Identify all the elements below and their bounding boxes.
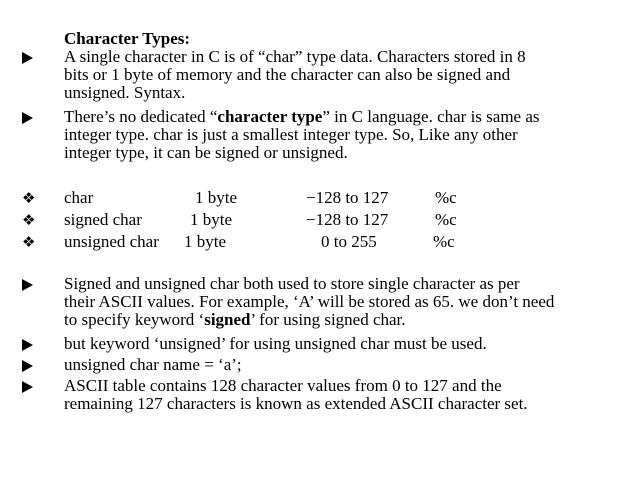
bullet-line: A single character in C is of “char” type data. Characters stored in 8 [64,47,526,66]
bullet-line: integer type, it can be signed or unsigned. [64,143,348,162]
type-row-char [22,189,622,209]
bullet-char-definition [22,48,622,102]
bullet-line: but keyword ‘unsigned’ for using unsigned char must be used. [64,334,487,353]
type-format: %c [433,232,455,251]
text-segment: There’s no dedicated “ [64,107,218,126]
bullet-text [64,275,622,329]
bullet-line: integer type. char is just a smallest integer type. So, Like any other [64,125,518,144]
text-segment: ” in C language. char is same as [322,107,540,126]
bullet-line: remaining 127 characters is known as extended ASCII character set. [64,394,528,413]
text-segment: ’ for using signed char. [250,310,406,329]
bullet-line [64,311,622,329]
bullet-line: unsigned char name = ‘a’; [64,355,242,374]
bullet-line [64,108,622,126]
arrow-bullet-icon [22,336,48,356]
type-format: %c [435,188,457,207]
bold-keyword: character type [217,107,323,126]
arrow-bullet-icon [22,276,48,296]
bullet-text [64,377,622,413]
diamond-bullet-icon: ❖ [22,189,36,207]
diamond-bullet-icon: ❖ [22,211,36,229]
type-size: 1 byte [190,210,233,229]
bullet-no-dedicated-type [22,108,622,162]
type-name: signed char [64,210,142,229]
type-row-signed-char [22,211,622,231]
bullet-example-declaration [22,356,622,374]
type-row-unsigned-char [22,233,622,253]
type-name: unsigned char [64,232,159,251]
text-segment: to specify keyword ‘ [64,310,205,329]
bullet-unsigned-keyword [22,335,622,353]
bullet-text [64,48,622,102]
bullet-line: bits or 1 byte of memory and the character can also be signed and [64,65,511,84]
arrow-bullet-icon [22,49,48,69]
bullet-ascii-table [22,377,622,413]
bullet-text [64,108,622,162]
diamond-bullet-icon: ❖ [22,233,36,251]
bullet-text [64,356,622,374]
bullet-line: their ASCII values. For example, ‘A’ will be stored as 65. we don’t need [64,292,555,311]
type-name: char [64,188,94,207]
bullet-line: unsigned. Syntax. [64,83,186,102]
type-range: −128 to 127 [306,188,389,207]
type-size: 1 byte [184,232,227,251]
type-format: %c [435,210,457,229]
slide-heading: Character Types: [64,29,191,48]
bullet-signed-unsigned [22,275,622,329]
arrow-bullet-icon [22,109,48,129]
type-size: 1 byte [195,188,238,207]
type-range: 0 to 255 [321,232,377,251]
bullet-line: ASCII table contains 128 character values from 0 to 127 and the [64,376,502,395]
bullet-text [64,335,622,353]
arrow-bullet-icon [22,357,48,377]
arrow-bullet-icon [22,378,48,398]
type-range: −128 to 127 [306,210,389,229]
bold-keyword: signed [204,310,251,329]
bullet-line: Signed and unsigned char both used to store single character as per [64,274,520,293]
